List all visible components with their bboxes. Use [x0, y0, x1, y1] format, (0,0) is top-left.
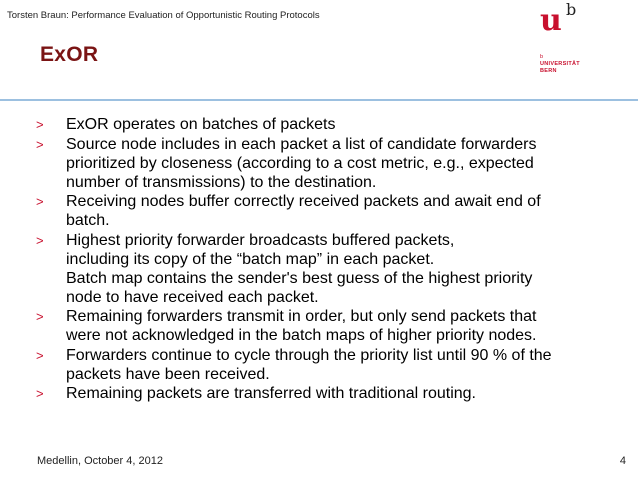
- logo-mark: [540, 0, 577, 38]
- bullet-text-line: Remaining packets are transferred with traditional routing.: [66, 385, 476, 402]
- bullet-list: [34, 115, 624, 404]
- bullet-text-line: Forwarders continue to cycle through the priority list until 90 % of the: [66, 346, 552, 364]
- bullet-text-line: prioritized by closeness (according to a cost metric, e.g., expected: [66, 154, 534, 172]
- bullet-marker: >: [36, 117, 44, 132]
- bullet-marker: >: [36, 194, 44, 209]
- bullet-marker: >: [36, 232, 44, 248]
- bullet-item: [34, 384, 624, 403]
- footer-date: Medellin, October 4, 2012: [37, 455, 163, 467]
- header-divider: [0, 99, 638, 101]
- bullet-marker: >: [36, 347, 44, 363]
- logo-wordmark: [540, 54, 580, 75]
- logo-mark-superscript: b: [566, 0, 577, 19]
- bullet-item: [34, 135, 624, 192]
- slide-title: ExOR: [40, 43, 99, 66]
- bullet-item: [34, 192, 624, 230]
- bullet-marker: >: [36, 386, 44, 401]
- bullet-text-line: packets have been received.: [66, 365, 270, 383]
- bullet-marker: >: [36, 136, 44, 152]
- page-number: 4: [619, 455, 626, 467]
- bullet-item: [34, 115, 624, 134]
- running-header: Torsten Braun: Performance Evaluation of Opportunistic Routing Protocols: [7, 10, 320, 21]
- bullet-text-line: node to have received each packet.: [66, 288, 319, 306]
- logo-mark-u: u: [540, 3, 562, 38]
- bullet-text-line: Highest priority forwarder broadcasts buffered packets,: [66, 231, 455, 249]
- bullet-text-line: batch.: [66, 212, 110, 229]
- bullet-text-line: Batch map contains the sender's best guess of the highest priority: [66, 269, 533, 287]
- logo-line-2: UNIVERSITÄT: [540, 61, 580, 67]
- logo-line-1: b: [540, 54, 544, 60]
- bullet-item: [34, 231, 624, 307]
- university-logo: [536, 0, 606, 90]
- bullet-item: [34, 346, 624, 384]
- logo-line-3: BERN: [540, 68, 557, 74]
- bullet-text-line: were not acknowledged in the batch maps of higher priority nodes.: [66, 327, 537, 344]
- bullet-item: [34, 307, 624, 345]
- bullet-text-line: number of transmissions) to the destination.: [66, 173, 377, 191]
- bullet-text-line: Source node includes in each packet a list of candidate forwarders: [66, 135, 537, 153]
- bullet-marker: >: [36, 309, 44, 324]
- bullet-text-line: ExOR operates on batches of packets: [66, 116, 336, 133]
- bullet-text-line: including its copy of the “batch map” in each packet.: [66, 250, 435, 268]
- bullet-text-line: Remaining forwarders transmit in order, but only send packets that: [66, 308, 537, 325]
- bullet-text-line: Receiving nodes buffer correctly received packets and await end of: [66, 193, 541, 210]
